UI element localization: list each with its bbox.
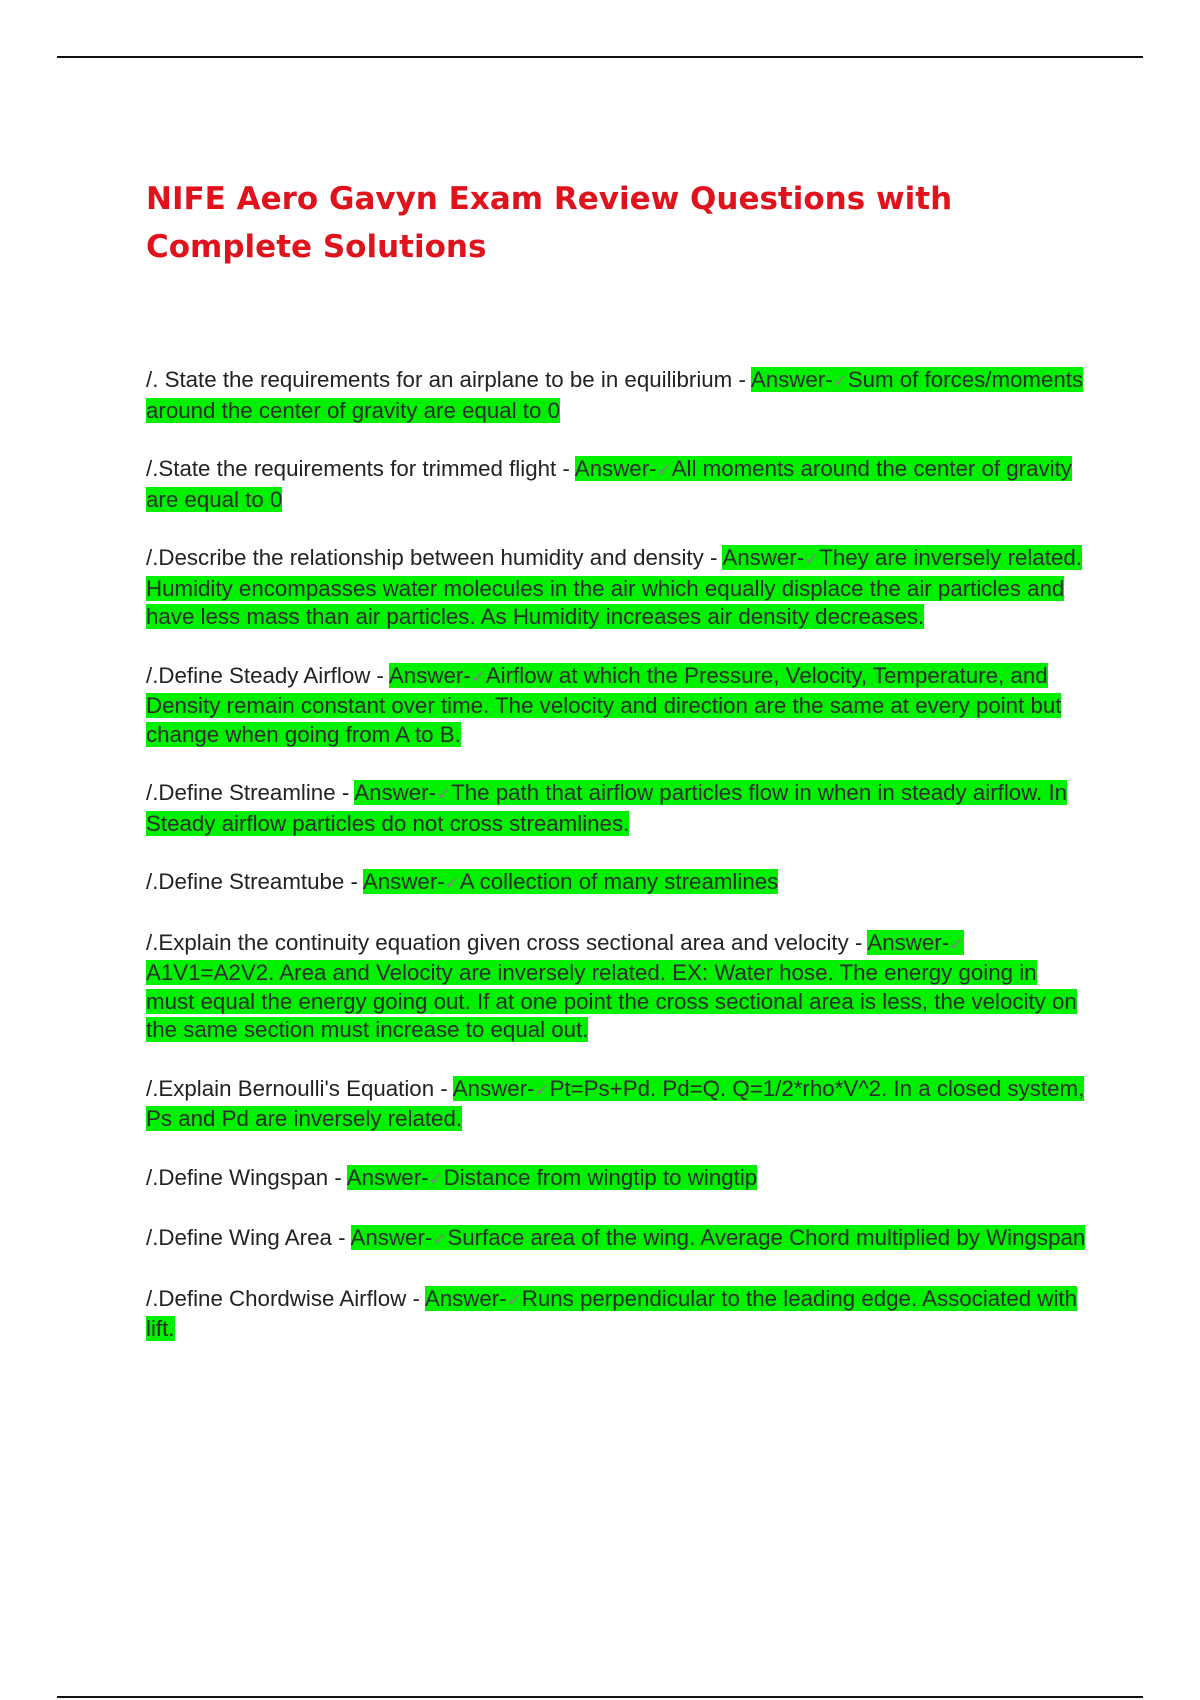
question-text: /.Define Steady Airflow <box>146 662 371 688</box>
check-icon: ✓ <box>428 1168 444 1190</box>
qa-item: /.Describe the relationship between humidity and density - Answer-✓They are inversely related. Humidity encompasses water molecules in the air which equally displace the air particles and have less mass than air particles. As Humidity increases air density decreases. <box>146 545 1082 629</box>
answer-prefix: Answer- <box>354 780 436 805</box>
check-icon: ✓ <box>444 873 460 894</box>
check-icon: ✓ <box>832 371 848 392</box>
answer-text: They are inversely related. Humidity encompasses water molecules in the air which equally displace the air particles and have less mass than air particles. As Humidity increases air density decreases. <box>146 545 1082 629</box>
check-icon: ✓ <box>534 1079 550 1101</box>
answer-prefix: Answer- <box>452 1075 535 1101</box>
question-text: /.Define Wing Area <box>146 1225 332 1250</box>
answer-prefix: Answer- <box>388 662 471 688</box>
answer-text: Airflow at which the Pressure, Velocity, Temperature, and Density remain constant over time. The velocity and direction are the same at every point but change when going from A to B. <box>146 662 1062 747</box>
answer-prefix: Answer- <box>867 929 950 955</box>
qa-item: /.Define Wingspan - Answer-✓Distance from wingtip to wingtip <box>146 1164 1086 1195</box>
qa-item: /.Define Wing Area - Answer-✓Surface area of the wing. Average Chord multiplied by Wingspan <box>146 1224 1086 1255</box>
answer-highlight <box>363 869 778 894</box>
answer-text: Surface area of the wing. Average Chord multiplied by Wingspan <box>447 1225 1086 1250</box>
question-text: /.Explain Bernoulli's Equation <box>146 1075 435 1101</box>
answer-text: A collection of many streamlines <box>459 869 779 894</box>
answer-highlight <box>347 1165 757 1190</box>
question-text: /.Explain the continuity equation given cross sectional area and velocity <box>146 929 849 955</box>
answer-prefix: Answer- <box>424 1285 507 1311</box>
qa-list <box>146 366 1086 1374</box>
check-icon: ✓ <box>436 784 452 805</box>
question-text: /.Define Streamline <box>146 780 336 805</box>
question-text: /.Describe the relationship between humidity and density <box>146 545 704 570</box>
qa-item: /.Explain the continuity equation given cross sectional area and velocity - Answer-✓A1V1=A2V2. Area and Velocity are inversely related. EX: Water hose. The energy going in must equal the energy going out. If at one point the cross sectional area is less, the velocity on the same section must increase to equal out. <box>146 929 1077 1042</box>
answer-prefix: Answer- <box>350 1225 433 1250</box>
qa-item: /.Define Streamtube - Answer-✓A collection of many streamlines <box>146 868 1086 899</box>
check-icon: ✓ <box>470 666 486 688</box>
check-icon: ✓ <box>804 549 820 570</box>
answer-prefix: Answer- <box>750 367 833 392</box>
bottom-rule <box>57 1696 1143 1698</box>
check-icon: ✓ <box>656 460 672 481</box>
question-text: /.State the requirements for trimmed flight <box>146 456 557 481</box>
question-text: /.Define Wingspan <box>146 1164 329 1190</box>
qa-item: /.Define Chordwise Airflow - Answer-✓Runs perpendicular to the leading edge. Associated with lift. <box>146 1285 1078 1341</box>
answer-text: Pt=Ps+Pd. Pd=Q. Q=1/2*rho*V^2. In a closed system, Ps and Pd are inversely related. <box>146 1075 1085 1131</box>
answer-highlight <box>351 1225 1086 1250</box>
qa-item: /.Define Streamline - Answer-✓The path that airflow particles flow in when in steady airflow. In Steady airflow particles do not cross streamlines. <box>146 780 1068 836</box>
answer-prefix: Answer- <box>574 456 657 481</box>
answer-prefix: Answer- <box>722 545 805 570</box>
answer-text: The path that airflow particles flow in when in steady airflow. In Steady airflow particles do not cross streamlines. <box>146 780 1068 836</box>
answer-prefix: Answer- <box>362 869 445 894</box>
answer-text: Runs perpendicular to the leading edge. Associated with lift. <box>146 1285 1078 1341</box>
check-icon: ✓ <box>506 1289 522 1311</box>
question-text: /. State the requirements for an airplane to be in equilibrium <box>146 367 733 392</box>
check-icon: ✓ <box>949 933 965 955</box>
document-title: NIFE Aero Gavyn Exam Review Questions with Complete Solutions <box>146 181 953 265</box>
answer-text: Sum of forces/moments around the center of gravity are equal to 0 <box>146 367 1084 423</box>
answer-text: Distance from wingtip to wingtip <box>443 1164 758 1190</box>
qa-item: /.Explain Bernoulli's Equation - Answer-✓Pt=Ps+Pd. Pd=Q. Q=1/2*rho*V^2. In a closed system, Ps and Pd are inversely related. <box>146 1075 1085 1131</box>
check-icon: ✓ <box>432 1229 448 1250</box>
answer-prefix: Answer- <box>346 1164 429 1190</box>
question-text: /.Define Streamtube <box>146 869 345 894</box>
top-rule <box>57 56 1143 58</box>
question-text: /.Define Chordwise Airflow <box>146 1285 407 1311</box>
qa-item: /. State the requirements for an airplane to be in equilibrium - Answer-✓Sum of forces/moments around the center of gravity are equal to 0 <box>146 367 1084 423</box>
qa-item: /.Define Steady Airflow - Answer-✓Airflow at which the Pressure, Velocity, Temperature, and Density remain constant over time. The velocity and direction are the same at every point but change when going from A to B. <box>146 662 1062 747</box>
answer-text: A1V1=A2V2. Area and Velocity are inversely related. EX: Water hose. The energy going in must equal the energy going out. If at one point the cross sectional area is less, the velocity on the same section must increase to equal out. <box>146 960 1077 1042</box>
qa-item: /.State the requirements for trimmed flight - Answer-✓All moments around the center of gravity are equal to 0 <box>146 456 1072 512</box>
answer-text: All moments around the center of gravity are equal to 0 <box>146 456 1072 512</box>
